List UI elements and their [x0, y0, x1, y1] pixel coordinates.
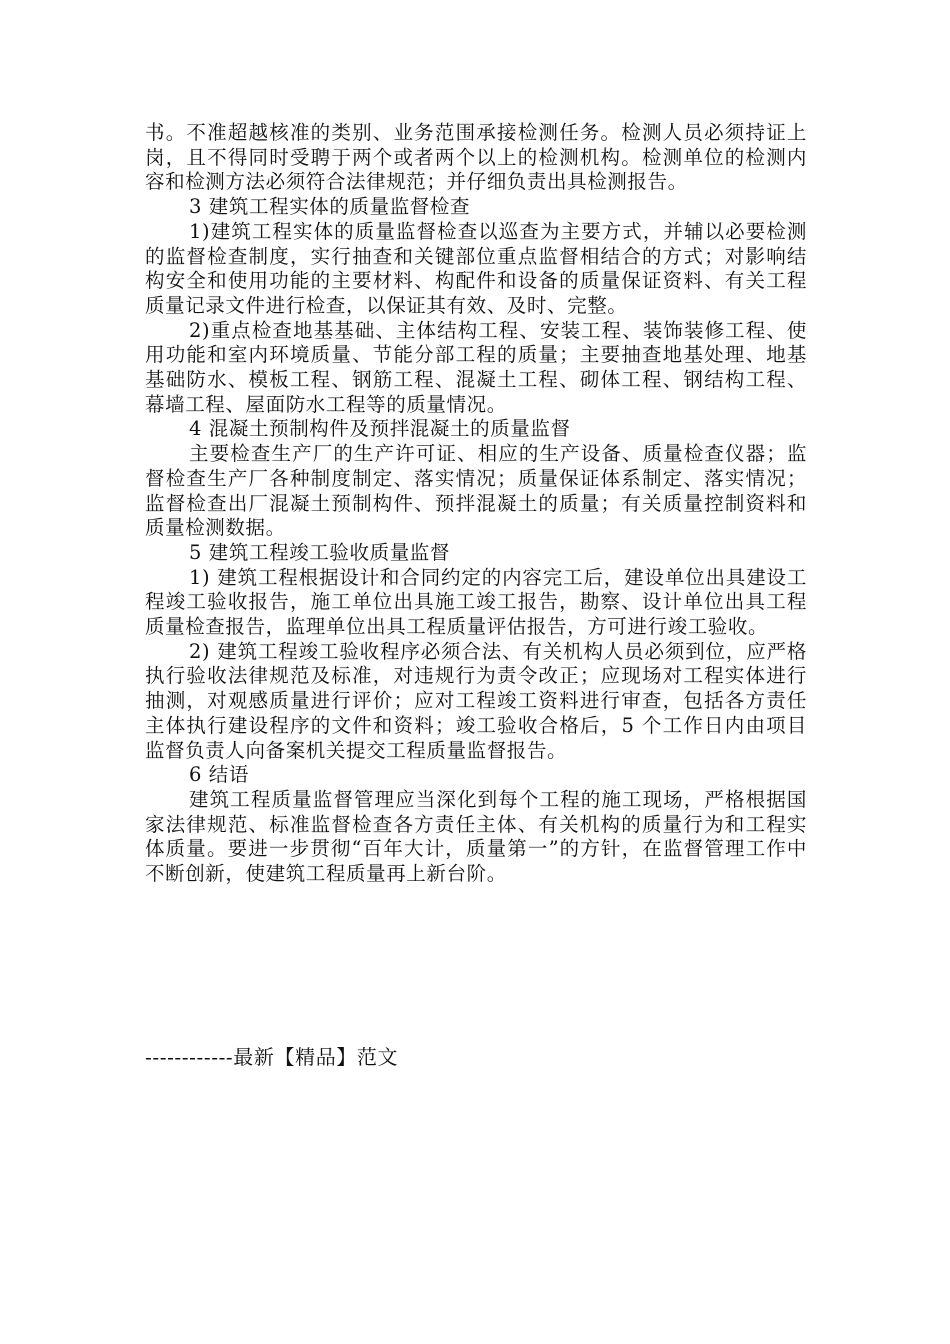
paragraph-5-1: 1) 建筑工程根据设计和合同约定的内容完工后，建设单位出具建设工程竣工验收报告，施工单位出具施工竣工报告，勘察、设计单位出具工程质量检查报告，监理单位出具工程质量评估报告，方可进行竣工验收。	[145, 565, 807, 639]
paragraph-4-1: 主要检查生产厂的生产许可证、相应的生产设备、质量检查仪器；监督检查生产厂各种制度制定、落实情况；质量保证体系制定、落实情况；监督检查出厂混凝土预制构件、预拌混凝土的质量；有关质量控制资料和质量检测数据。	[145, 442, 807, 540]
footer-text: ------------最新【精品】范文	[145, 1045, 399, 1069]
paragraph-5-2: 2) 建筑工程竣工验收程序必须合法、有关机构人员必须到位，应严格执行验收法律规范及标准，对违规行为责令改正；应现场对工程实体进行抽测，对观感质量进行评价；应对工程竣工资料进行审查，包括各方责任主体执行建设程序的文件和资料；竣工验收合格后，5 个工作日内由项目监督负责人向备案机关提交工程质量监督报告。	[145, 639, 807, 762]
section-heading-5: 5 建筑工程竣工验收质量监督	[189, 540, 451, 564]
section-heading-3: 3 建筑工程实体的质量监督检查	[189, 195, 471, 219]
section-heading-6: 6 结语	[189, 763, 250, 787]
document-body	[145, 121, 807, 887]
paragraph-3-1: 1)建筑工程实体的质量监督检查以巡查为主要方式，并辅以必要检测的监督检查制度，实行抽查和关键部位重点监督相结合的方式；对影响结构安全和使用功能的主要材料、构配件和设备的质量保证资料、有关工程质量记录文件进行检查，以保证其有效、及时、完整。	[145, 219, 807, 317]
paragraph-1: 书。不准超越核准的类别、业务范围承接检测任务。检测人员必须持证上岗，且不得同时受聘于两个或者两个以上的检测机构。检测单位的检测内容和检测方法必须符合法律规范；并仔细负责出具检测报告。	[145, 121, 807, 194]
section-heading-4: 4 混凝土预制构件及预拌混凝土的质量监督	[189, 417, 571, 441]
paragraph-3-2: 2)重点检查地基基础、主体结构工程、安装工程、装饰装修工程、使用功能和室内环境质量、节能分部工程的质量；主要抽查地基处理、地基基础防水、模板工程、钢筋工程、混凝土工程、砌体工程、钢结构工程、幕墙工程、屋面防水工程等的质量情况。	[145, 318, 807, 416]
paragraph-6-1: 建筑工程质量监督管理应当深化到每个工程的施工现场，严格根据国家法律规范、标准监督检查各方责任主体、有关机构的质量行为和工程实体质量。要进一步贯彻“百年大计，质量第一”的方针，在监督管理工作中不断创新，使建筑工程质量再上新台阶。	[145, 787, 807, 886]
